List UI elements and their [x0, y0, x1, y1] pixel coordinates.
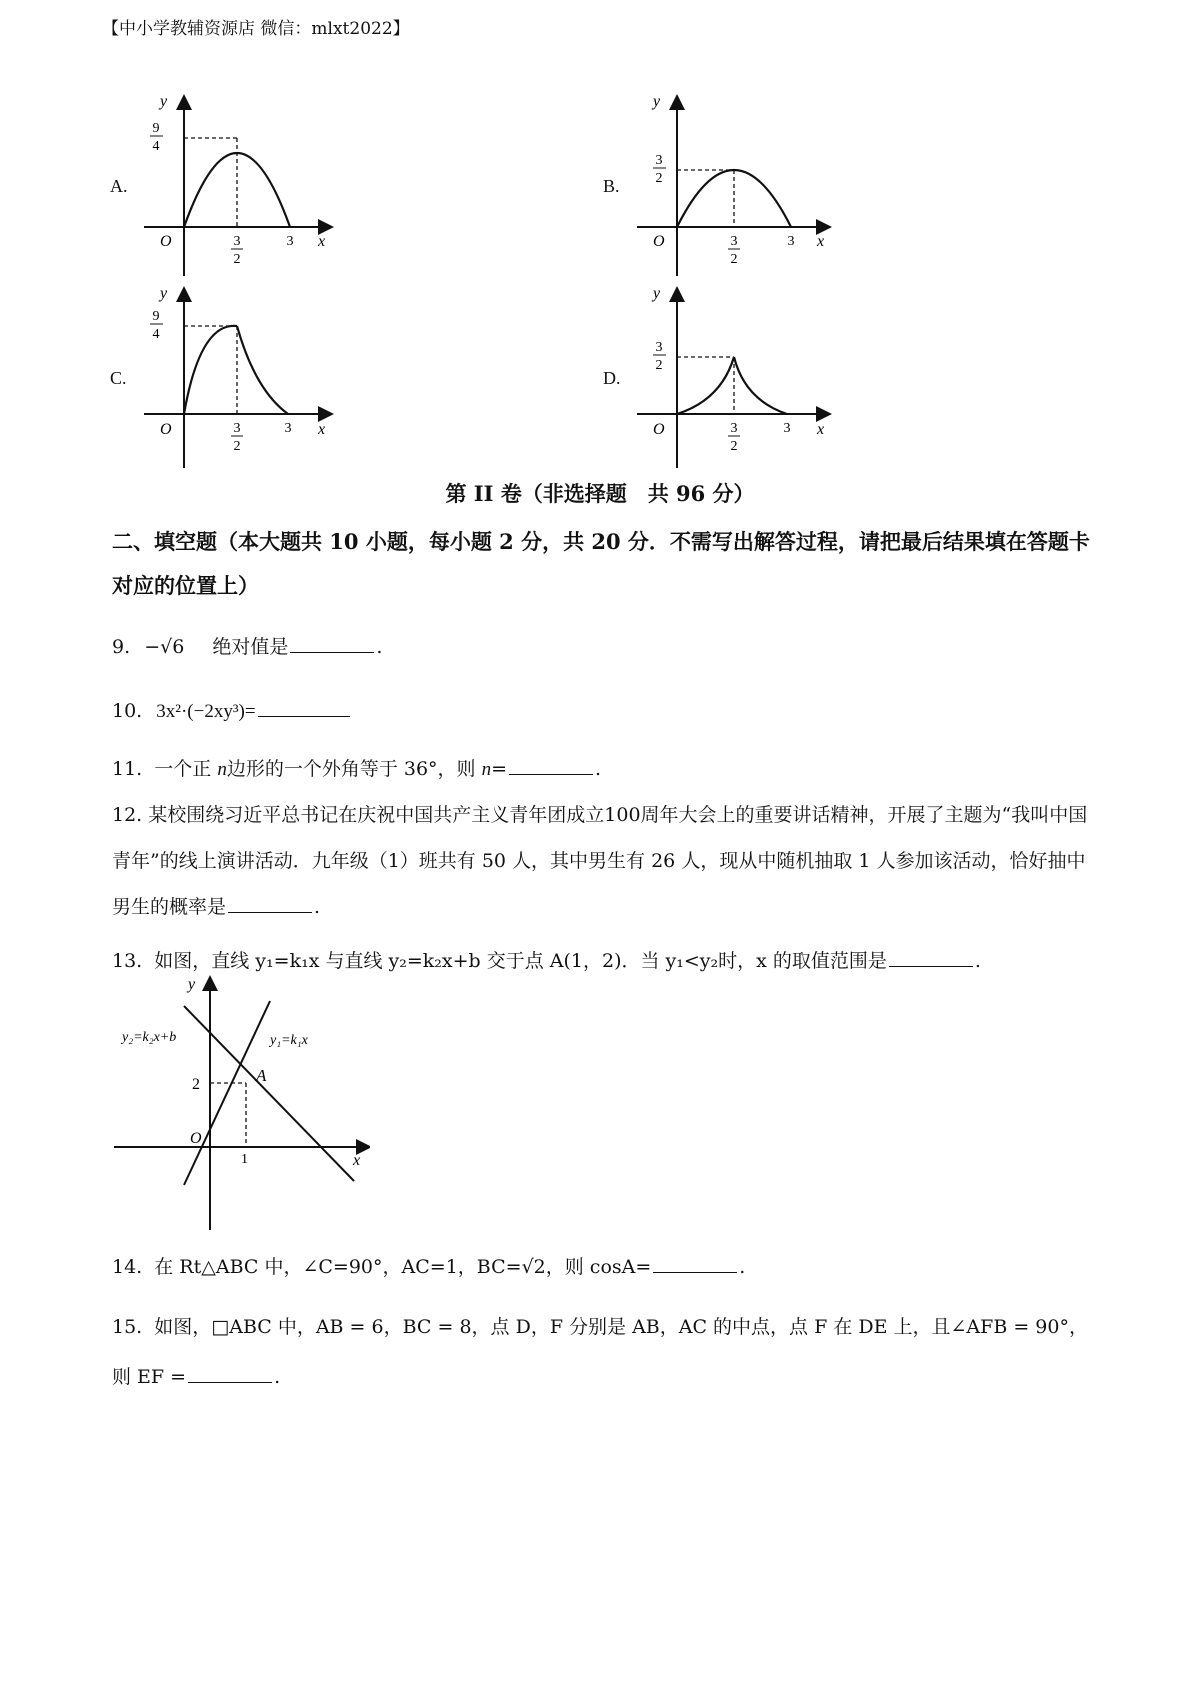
peak-x-den: 2: [730, 439, 738, 454]
q14-end: .: [739, 1256, 746, 1278]
question-12: [112, 792, 1104, 930]
option-d-label: D.: [603, 368, 621, 388]
q15-text-a: 如图，□ABC 中，AB = 6，BC = 8，点 D，F 分别是 AB，AC 的中点，点 F 在 DE 上，且∠AFB = 90°，: [154, 1316, 1088, 1338]
question-9: [112, 632, 382, 659]
origin-label: O: [160, 421, 172, 438]
peak-x-den: 2: [730, 252, 738, 267]
q9-text: 绝对值是: [212, 636, 289, 658]
q12-number: 12.: [112, 804, 143, 826]
line-y2-label: y₂=k₂x+b: [122, 1030, 177, 1045]
end-x-label: 3: [284, 421, 292, 436]
q11-var-n: n: [217, 759, 227, 780]
q11-end: .: [595, 758, 602, 780]
x-axis-label: x: [817, 233, 825, 250]
q9-expression: −√6: [144, 636, 185, 658]
q12-answer-blank[interactable]: [228, 894, 312, 913]
q14-text: 在 Rt△ABC 中，∠C=90°，AC=1，BC=√2，则 cosA=: [154, 1256, 652, 1278]
x-axis-label: x: [318, 421, 326, 438]
peak-x-num: 3: [233, 421, 241, 436]
option-a-label: A.: [110, 176, 128, 196]
y-axis-label: y: [160, 93, 168, 110]
y-axis-label: y: [188, 976, 196, 993]
peak-x-den: 2: [233, 439, 241, 454]
q9-end: .: [376, 636, 383, 658]
section-title: 第 II 卷（非选择题 共 96 分）: [445, 481, 755, 506]
ymax-den: 2: [655, 358, 663, 373]
origin-label: O: [190, 1130, 202, 1147]
q14-number: 14.: [112, 1256, 143, 1278]
q12-text: 某校围绕习近平总书记在庆祝中国共产主义青年团成立100周年大会上的重要讲话精神，开展了主题为“我叫中国青年”的线上演讲活动．九年级（1）班共有 50 人，其中男生有 26 人，现从中随机抽取 1 人参加该活动，恰好抽中男生的概率是: [112, 804, 1088, 918]
peak-x-num: 3: [730, 421, 738, 436]
question-11: [112, 754, 601, 781]
point-a-label: A: [256, 1066, 267, 1085]
q15-number: 15.: [112, 1316, 143, 1338]
option-d-graph: [633, 282, 843, 472]
q13-answer-blank[interactable]: [889, 948, 973, 967]
origin-label: O: [160, 233, 172, 250]
y-axis-label: y: [160, 285, 168, 302]
q11-number: 11.: [112, 758, 143, 780]
q11-var-n2: n: [481, 759, 492, 780]
origin-label: O: [653, 421, 665, 438]
q11-text-b: 边形的一个外角等于 36°，则: [226, 758, 476, 780]
end-x-label: 3: [783, 421, 791, 436]
option-a-graph: [140, 90, 350, 280]
x-axis-label: x: [817, 421, 825, 438]
ymax-num: 9: [152, 121, 160, 136]
ymax-num: 9: [152, 309, 160, 324]
q13-text: 如图，直线 y₁=k₁x 与直线 y₂=k₂x+b 交于点 A(1，2)．当 y₁<y₂时，x 的取值范围是: [154, 950, 887, 972]
ymax-num: 3: [655, 153, 663, 168]
question-13: [112, 946, 981, 973]
section-heading: 二、填空题（本大题共 10 小题，每小题 2 分，共 20 分．不需写出解答过程，请把最后结果填在答题卡对应的位置上）: [112, 529, 1090, 598]
end-x-label: 3: [286, 234, 294, 249]
option-b-graph: [633, 90, 843, 280]
ymax-den: 4: [152, 139, 160, 154]
tick-x-1: 1: [241, 1152, 248, 1167]
option-b-label: B.: [603, 176, 620, 196]
question-14: [112, 1252, 745, 1279]
peak-x-den: 2: [233, 252, 241, 267]
q13-number: 13.: [112, 950, 143, 972]
ymax-num: 3: [655, 340, 663, 355]
q10-expression: 3x²·(−2xy³)=: [156, 701, 256, 722]
q15-end: .: [274, 1366, 281, 1388]
x-axis-label: x: [353, 1152, 361, 1169]
ymax-den: 4: [152, 327, 160, 342]
q9-answer-blank[interactable]: [290, 634, 374, 653]
q11-text-a: 一个正: [154, 758, 212, 780]
question-15-line-2: [112, 1362, 280, 1389]
end-x-label: 3: [787, 234, 795, 249]
y-axis-label: y: [653, 93, 661, 110]
q10-number: 10.: [112, 700, 143, 722]
peak-x-num: 3: [730, 234, 738, 249]
q12-end: .: [314, 896, 321, 918]
x-axis-label: x: [318, 233, 326, 250]
option-c-graph: [140, 282, 350, 472]
q14-answer-blank[interactable]: [653, 1254, 737, 1273]
ymax-den: 2: [655, 171, 663, 186]
q13-graph: [110, 975, 370, 1235]
q15-answer-blank[interactable]: [188, 1364, 272, 1383]
question-15: [112, 1312, 1088, 1339]
q15-text-b: 则 EF =: [112, 1366, 187, 1388]
q9-number: 9.: [112, 636, 131, 658]
tick-y-2: 2: [192, 1076, 200, 1093]
question-10: [112, 698, 352, 723]
q13-end: .: [974, 950, 981, 972]
line-y1-label: y₁=k₁x: [270, 1033, 308, 1048]
peak-x-num: 3: [233, 234, 241, 249]
origin-label: O: [653, 233, 665, 250]
q10-answer-blank[interactable]: [258, 698, 350, 717]
y-axis-label: y: [653, 285, 661, 302]
header-text: 【中小学教辅资源店 微信：mlxt2022】: [102, 19, 410, 39]
q11-answer-blank[interactable]: [509, 756, 593, 775]
option-c-label: C.: [110, 368, 127, 388]
q11-text-c: =: [491, 758, 508, 780]
